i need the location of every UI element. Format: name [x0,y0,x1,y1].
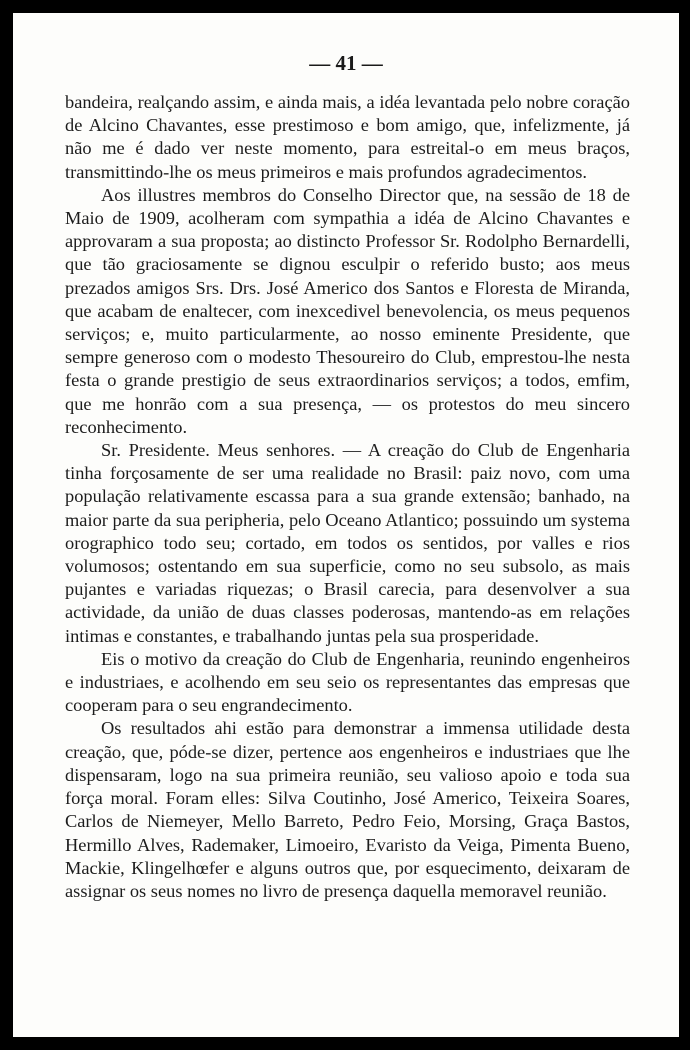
paragraph-3: Sr. Presidente. Meus senhores. — A creação do Club de Engenharia tinha forçosamente de ser uma realidade no Brasil: paiz novo, com uma população relativamente escassa para a sua grande extensão; banhado, na maior parte da sua peripheria, pelo Oceano Atlantico; possuindo um systema orographico todo seu; cortado, em todos os sentidos, por valles e rios volumosos; ostentando em sua superficie, como no seu subsolo, as mais pujantes e variadas riquezas; o Brasil carecia, para desenvolver a sua actividade, da união de duas classes poderosas, mantendo-as em relações intimas e constantes, e trabalhando juntas pela sua prosperidade. [65,440,630,646]
page-number: — 41 — [309,51,383,75]
paragraph-4: Eis o motivo da creação do Club de Engenharia, reunindo engenheiros e industriaes, e acolhendo em seu seio os representantes das empresas que cooperam para o seu engrandecimento. [65,648,630,716]
paragraph-5: Os resultados ahi estão para demonstrar a immensa utilidade desta creação, que, póde-se dizer, pertence aos engenheiros e industriaes que lhe dispensaram, logo na sua primeira reunião, seu valioso apoio e toda sua força moral. Foram elles: Silva Coutinho, José Americo, Teixeira Soares, Carlos de Niemeyer, Mello Barreto, Pedro Feio, Morsing, Graça Bastos, Hermillo Alves, Rademaker, Limoeiro, Evaristo da Veiga, Pimenta Bueno, Mackie, Klingelhœfer e alguns outros que, por esquecimento, deixaram de assignar os seus nomes no livro de presença daquella memoravel reunião. [65,718,630,901]
body-text [65,91,630,903]
paragraph-1: bandeira, realçando assim, e ainda mais, a idéa levantada pelo nobre coração de Alcino Chavantes, esse prestimoso e bom amigo, que, infelizmente, já não me é dado ver neste momento, para estreital-o em meus braços, transmittindo-lhe os meus primeiros e mais profundos agradecimentos. [65,92,630,182]
book-page [13,13,679,1037]
paragraph-2: Aos illustres membros do Conselho Director que, na sessão de 18 de Maio de 1909, acolheram com sympathia a idéa de Alcino Chavantes e approvaram a sua proposta; ao distincto Professor Sr. Rodolpho Bernardelli, que tão graciosamente se dignou esculpir o referido busto; aos meus prezados amigos Srs. Drs. José Americo dos Santos e Floresta de Miranda, que acabam de enaltecer, com inexcedivel benevolencia, os meus pequenos serviços; e, muito particularmente, ao nosso eminente Presidente, que sempre generoso com o modesto Thesoureiro do Club, emprestou-lhe nesta festa o grande prestigio de seus extraordinarios serviços; a todos, emfim, que me honrão com a sua presença, — os protestos do meu sincero reconhecimento. [65,184,630,437]
